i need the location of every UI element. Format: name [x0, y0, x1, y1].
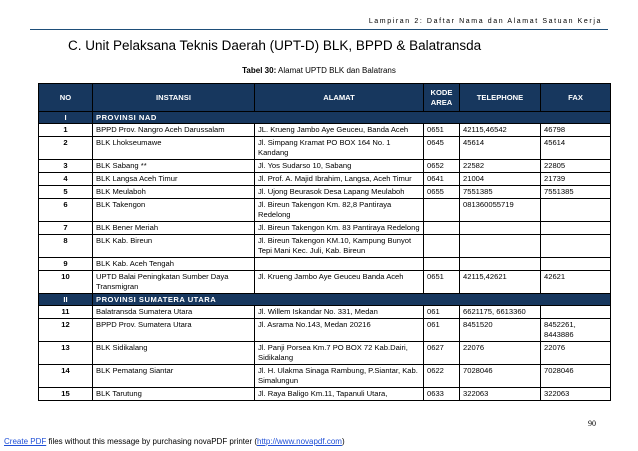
table-header-row	[39, 84, 611, 112]
table-body	[39, 112, 611, 401]
cell-instansi: UPTD Balai Peningkatan Sumber Daya Transmigran	[93, 271, 255, 294]
cell-kode-area	[424, 222, 460, 235]
cell-instansi: BLK Pematang Siantar	[93, 365, 255, 388]
cell-kode-area: 0651	[424, 124, 460, 137]
cell-instansi: BLK Langsa Aceh Timur	[93, 173, 255, 186]
table-row	[39, 342, 611, 365]
cell-no: 6	[39, 199, 93, 222]
cell-no: 4	[39, 173, 93, 186]
col-header-kode-area: KODE AREA	[424, 84, 460, 112]
cell-no: 3	[39, 160, 93, 173]
cell-no: 11	[39, 306, 93, 319]
province-name: PROVINSI SUMATERA UTARA	[93, 294, 611, 306]
cell-alamat: Jl. Simpang Kramat PO BOX 164 No. 1 Kandang	[255, 137, 424, 160]
cell-fax	[541, 222, 611, 235]
cell-kode-area	[424, 258, 460, 271]
cell-no: 7	[39, 222, 93, 235]
cell-fax: 7551385	[541, 186, 611, 199]
cell-telephone	[460, 235, 541, 258]
table-row	[39, 186, 611, 199]
cell-alamat: Jl. Prof. A. Majid Ibrahim, Langsa, Aceh Timur	[255, 173, 424, 186]
cell-alamat: Jl. Yos Sudarso 10, Sabang	[255, 160, 424, 173]
cell-kode-area: 0627	[424, 342, 460, 365]
cell-no: 1	[39, 124, 93, 137]
cell-fax: 22076	[541, 342, 611, 365]
cell-instansi: BLK Kab. Aceh Tengah	[93, 258, 255, 271]
cell-telephone: 42115,46542	[460, 124, 541, 137]
cell-kode-area: 061	[424, 319, 460, 342]
col-header-telephone: TELEPHONE	[460, 84, 541, 112]
cell-fax	[541, 258, 611, 271]
cell-instansi: BLK Takengon	[93, 199, 255, 222]
cell-alamat: Jl. Ujong Beurasok Desa Lapang Meulaboh	[255, 186, 424, 199]
pdf-footer	[4, 437, 345, 446]
cell-telephone: 22582	[460, 160, 541, 173]
cell-telephone: 8451520	[460, 319, 541, 342]
cell-kode-area	[424, 235, 460, 258]
cell-no: 8	[39, 235, 93, 258]
cell-instansi: BLK Meulaboh	[93, 186, 255, 199]
cell-fax	[541, 235, 611, 258]
cell-no: 5	[39, 186, 93, 199]
table-row	[39, 271, 611, 294]
cell-fax: 46798	[541, 124, 611, 137]
col-header-instansi: INSTANSI	[93, 84, 255, 112]
table-row	[39, 199, 611, 222]
cell-no: 13	[39, 342, 93, 365]
cell-telephone: 22076	[460, 342, 541, 365]
footer-text-end: )	[341, 437, 345, 446]
table-caption	[0, 66, 638, 75]
table-row	[39, 388, 611, 401]
col-header-fax: FAX	[541, 84, 611, 112]
cell-instansi: BLK Kab. Bireun	[93, 235, 255, 258]
cell-fax	[541, 306, 611, 319]
cell-telephone: 081360055719	[460, 199, 541, 222]
table-row	[39, 160, 611, 173]
header-rule	[30, 29, 608, 30]
cell-telephone: 42115,42621	[460, 271, 541, 294]
cell-telephone: 21004	[460, 173, 541, 186]
cell-telephone	[460, 222, 541, 235]
table-row	[39, 222, 611, 235]
cell-no: 9	[39, 258, 93, 271]
cell-instansi: BLK Lhokseumawe	[93, 137, 255, 160]
running-header: Lampiran 2: Daftar Nama dan Alamat Satuan Kerja	[368, 18, 602, 25]
footer-text: files without this message by purchasing novaPDF printer (	[46, 437, 257, 446]
cell-alamat	[255, 258, 424, 271]
cell-no: 10	[39, 271, 93, 294]
cell-no: 12	[39, 319, 93, 342]
cell-fax: 21739	[541, 173, 611, 186]
table-row	[39, 258, 611, 271]
cell-alamat: Jl. Bireun Takengon KM.10, Kampung Bunyot Tepi Mani Kec. Juli, Kab. Bireun	[255, 235, 424, 258]
cell-fax: 45614	[541, 137, 611, 160]
table-row	[39, 306, 611, 319]
cell-no: 15	[39, 388, 93, 401]
cell-telephone: 322063	[460, 388, 541, 401]
cell-kode-area	[424, 199, 460, 222]
cell-telephone: 7551385	[460, 186, 541, 199]
cell-instansi: BLK Bener Meriah	[93, 222, 255, 235]
table-row	[39, 235, 611, 258]
province-number: I	[39, 112, 93, 124]
cell-no: 14	[39, 365, 93, 388]
cell-kode-area: 0655	[424, 186, 460, 199]
cell-telephone	[460, 258, 541, 271]
cell-alamat: Jl. Raya Baligo Km.11, Tapanuli Utara,	[255, 388, 424, 401]
col-header-alamat: ALAMAT	[255, 84, 424, 112]
cell-instansi: Balatransda Sumatera Utara	[93, 306, 255, 319]
cell-alamat: Jl. H. Ulakma Sinaga Rambung, P.Siantar, Kab. Simalungun	[255, 365, 424, 388]
cell-instansi: BPPD Prov. Sumatera Utara	[93, 319, 255, 342]
cell-alamat: Jl. Krueng Jambo Aye Geuceu Banda Aceh	[255, 271, 424, 294]
cell-alamat: Jl. Willem Iskandar No. 331, Medan	[255, 306, 424, 319]
cell-fax: 8452261, 8443886	[541, 319, 611, 342]
cell-instansi: BPPD Prov. Nangro Aceh Darussalam	[93, 124, 255, 137]
cell-kode-area: 0633	[424, 388, 460, 401]
province-row	[39, 294, 611, 306]
table-caption-label: Tabel 30:	[242, 66, 277, 75]
cell-kode-area: 0645	[424, 137, 460, 160]
table-row	[39, 137, 611, 160]
novapdf-link[interactable]: http://www.novapdf.com	[257, 437, 342, 446]
cell-instansi: BLK Tarutung	[93, 388, 255, 401]
cell-kode-area: 0622	[424, 365, 460, 388]
create-pdf-link[interactable]: Create PDF	[4, 437, 47, 446]
province-name: PROVINSI NAD	[93, 112, 611, 124]
cell-instansi: BLK Sidikalang	[93, 342, 255, 365]
cell-kode-area: 0652	[424, 160, 460, 173]
cell-alamat: Jl. Bireun Takengon Km. 83 Pantiraya Redelong	[255, 222, 424, 235]
uptd-address-table	[38, 83, 611, 401]
table-row	[39, 173, 611, 186]
cell-alamat: JL. Krueng Jambo Aye Geuceu, Banda Aceh	[255, 124, 424, 137]
cell-fax: 22805	[541, 160, 611, 173]
cell-instansi: BLK Sabang **	[93, 160, 255, 173]
cell-telephone: 45614	[460, 137, 541, 160]
cell-telephone: 7028046	[460, 365, 541, 388]
table-caption-text: Alamat UPTD BLK dan Balatrans	[278, 66, 396, 75]
cell-telephone: 6621175, 6613360	[460, 306, 541, 319]
cell-alamat: Jl. Bireun Takengon Km. 82,8 Pantiraya Redelong	[255, 199, 424, 222]
cell-fax: 7028046	[541, 365, 611, 388]
cell-alamat: Jl. Panji Porsea Km.7 PO BOX 72 Kab.Dairi, Sidikalang	[255, 342, 424, 365]
cell-kode-area: 0651	[424, 271, 460, 294]
cell-fax: 42621	[541, 271, 611, 294]
cell-no: 2	[39, 137, 93, 160]
cell-alamat: Jl. Asrama No.143, Medan 20216	[255, 319, 424, 342]
cell-fax	[541, 199, 611, 222]
cell-fax: 322063	[541, 388, 611, 401]
province-row	[39, 112, 611, 124]
section-title: C. Unit Pelaksana Teknis Daerah (UPT-D) BLK, BPPD & Balatransda	[68, 38, 482, 53]
col-header-no: NO	[39, 84, 93, 112]
table-row	[39, 319, 611, 342]
table-row	[39, 124, 611, 137]
page-number: 90	[588, 419, 596, 428]
cell-kode-area: 0641	[424, 173, 460, 186]
table-row	[39, 365, 611, 388]
province-number: II	[39, 294, 93, 306]
cell-kode-area: 061	[424, 306, 460, 319]
